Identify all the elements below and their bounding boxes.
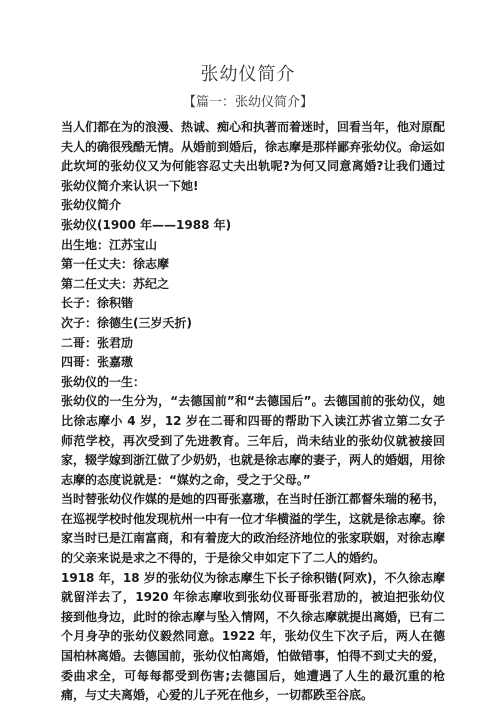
info-line-birthplace: 出生地：江苏宝山 xyxy=(61,237,158,252)
document-subtitle: 【篇一：张幼仪简介】 xyxy=(182,95,313,110)
life-paragraph-3: 1918 年，18 岁的张幼仪为徐志摩生下长子徐积锴(阿欢)，不久徐志摩就留洋去了，1920 年徐志摩收到张幼仪哥哥张君劢的，被迫把张幼仪接到他身边，此时的徐志摩与坠入情网，不久徐志摩就提出离婚，已有二个月身孕的张幼仪毅然同意。1922 年，张幼仪生下次子后，两人在德国柏林离婚。去德国前，张幼仪怕离婚，怕做错事，怕得不到丈夫的爱，委曲求全，可每每都受到伤害;去德国后，她遭遇了人生的最沉重的枪痛，与丈夫离婚，心爱的儿子死在他乡，一切都跌至谷底。 xyxy=(61,570,446,703)
document-title: 张幼仪简介 xyxy=(200,64,296,85)
info-line-second-husband: 第二任丈夫：苏纪之 xyxy=(61,276,170,291)
document-body xyxy=(61,118,445,706)
info-line-second-brother: 二哥：张君劢 xyxy=(61,335,134,350)
life-paragraph-2: 当时替张幼仪作媒的是她的四哥张嘉璈，在当时任浙江都督朱瑞的秘书，在巡视学校时他发现杭州一中有一位才华横溢的学生，这就是徐志摩。徐家当时已是江南富商，和有着庞大的政治经济地位的张家联姻，对徐志摩的父亲来说是求之不得的，于是徐父申如定下了二人的婚约。 xyxy=(61,492,446,566)
info-line-first-husband: 第一任丈夫：徐志摩 xyxy=(61,257,170,272)
intro-paragraph: 当人们都在为的浪漫、热诚、痴心和执著而着迷时，回看当年，他对原配夫人的确很残酷无情。从婚前到婚后，徐志摩是那样鄙弃张幼仪。命运如此坎坷的张幼仪又为何能容忍丈夫出轨呢?为何又同意离婚?让我们通过张幼仪简介来认识一下她! xyxy=(61,120,446,193)
info-line-lifespan: 张幼仪(1900 年——1988 年) xyxy=(61,217,232,232)
life-paragraph-1: 张幼仪的一生分为，“去德国前”和“去德国后”。去德国前的张幼仪，她比徐志摩小 4 岁，12 岁在二哥和四哥的帮助下入读江苏省立第二女子师范学校，再次受到了先进教育。三年后，尚未结业的张幼仪就被接回家，辍学嫁到浙江做了少奶奶，也就是徐志摩的妻子，两人的婚姻，用徐志摩的态度说就是：“媒妁之命，受之于父母。” xyxy=(61,394,446,487)
info-line-eldest-son: 长子：徐积锴 xyxy=(61,296,134,311)
info-line-fourth-brother: 四哥：张嘉璈 xyxy=(61,355,134,370)
section-heading: 张幼仪简介 xyxy=(61,198,122,213)
info-line-second-son: 次子：徐德生(三岁夭折) xyxy=(61,315,192,330)
life-heading: 张幼仪的一生： xyxy=(61,374,146,389)
